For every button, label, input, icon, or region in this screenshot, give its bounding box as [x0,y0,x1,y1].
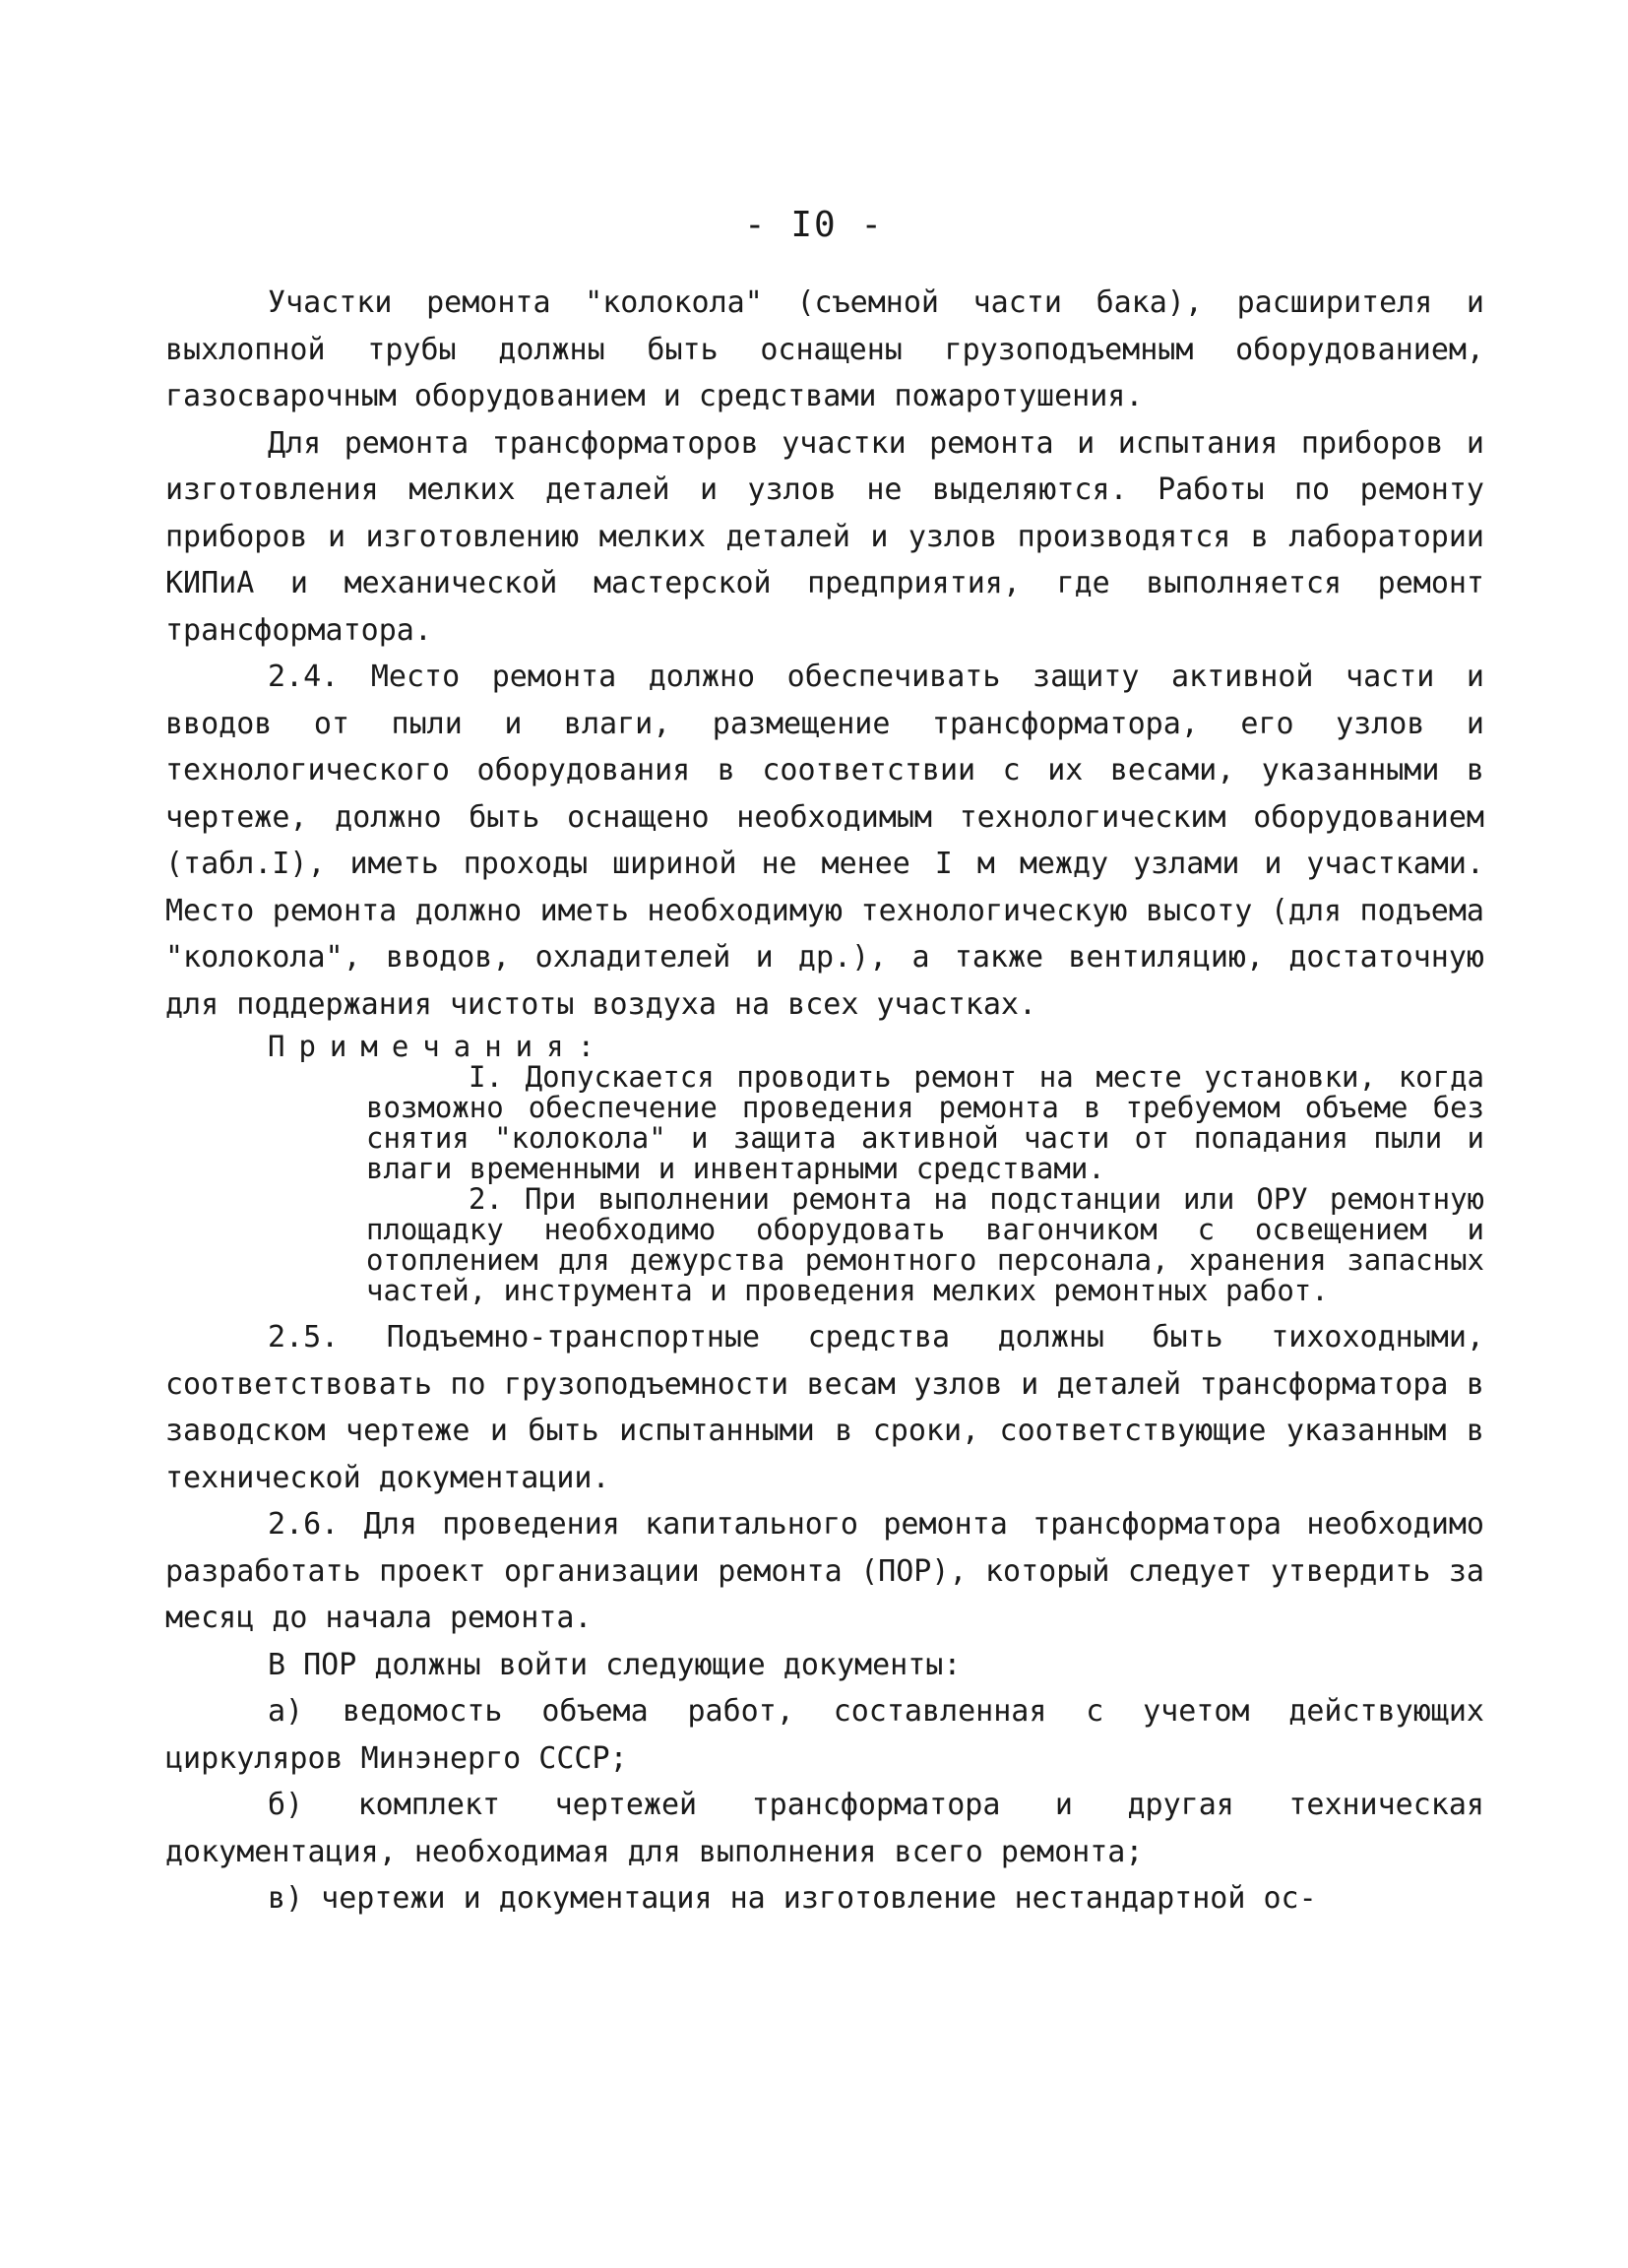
list-item-b: б) комплект чертежей трансформатора и другая техническая документация, необходимая для выполнения всего ремонта; [165,1788,1484,1869]
paragraph-kolokol-sites: Участки ремонта "колокола" (съемной части бака), расширителя и выхлопной трубы должны быть оснащены грузоподъемным оборудованием, газосварочным оборудованием и средствами пожаротушения. [165,285,1484,413]
paragraph-repair-sites: Для ремонта трансформаторов участки ремонта и испытания приборов и изготовления мелких деталей и узлов не выделяются. Работы по ремонту приборов и изготовлению мелких деталей и узлов производятся в лаборатории КИПиА и механической мастерской предприятия, где выполняется ремонт трансформатора. [165,425,1484,648]
note-item-1: I. Допускается проводить ремонт на месте установки, когда возможно обеспечение проведения ремонта в требуемом объеме без снятия "колокола" и защита активной части от попадания пыли и влаги временными и инвентарными средствами. [366,1060,1484,1185]
note-head [165,1032,1484,1062]
paragraph-por-documents: В ПОР должны войти следующие документы: [268,1647,962,1682]
list-item-a: а) ведомость объема работ, составленная с учетом действующих циркуляров Минэнерго СССР; [165,1694,1484,1776]
notes-title: Примечания: [268,1030,609,1063]
paragraph-2-4: 2.4. Место ремонта должно обеспечивать защиту активной части и вводов от пыли и влаги, размещение трансформатора, его узлов и технологического оборудования в соответствии с их весами, указанными в чертеже, должно быть оснащено необходимым технологическим оборудованием (табл.I), иметь проходы шириной не менее I м между узлами и участками. Место ремонта должно иметь необходимую технологическую высоту (для подъема "колокола", вводов, охладителей и др.), а также вентиляцию, достаточную для поддержания чистоты воздуха на всех участках. [165,660,1484,1022]
document-body [165,280,1484,1922]
paragraph-2-5: 2.5. Подъемно-транспортные средства должны быть тихоходными, соответствовать по грузоподъемности весам узлов и деталей трансформатора в заводском чертеже и быть испытанными в сроки, соответствующие указанным в технической документации. [165,1320,1484,1495]
paragraph-2-6: 2.6. Для проведения капитального ремонта трансформатора необходимо разработать проект организации ремонта (ПОР), который следует утвердить за месяц до начала ремонта. [165,1507,1484,1635]
notes-block [165,1032,1484,1306]
list-item-v: в) чертежи и документация на изготовление нестандартной ос- [268,1881,1317,1916]
note-item-2: 2. При выполнении ремонта на подстанции или ОРУ ремонтную площадку необходимо оборудовать вагончиком с освещением и отоплением для дежурства ремонтного персонала, хранения запасных частей, инструмента и проведения мелких ремонтных работ. [366,1182,1484,1307]
page-number: - I0 - [743,205,885,245]
